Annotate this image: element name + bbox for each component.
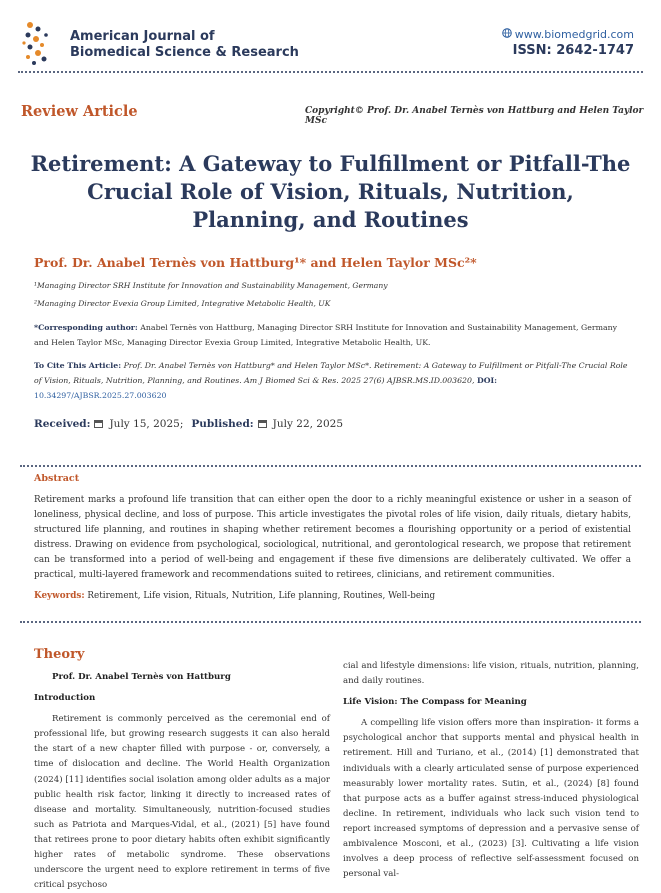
right-column	[343, 659, 639, 882]
intro-paragraph: Retirement is commonly perceived as the ceremonial end of professional life, but growing research suggests it can also herald the start of a new chapter filled with purpose - or, conversely, a time of dislocation and decline. The World Health Organization (2024) [11] identifies social isolation among older adults as a major public health risk factor, linking it directly to increased rates of disease and mortality. Simultaneously, nutrition-focused studies such as Patriota and Marques-Vidal, et al., (2021) [5] have found that retirees prone to poor dietary habits often exhibit significantly higher rates of metabolic syndrome. These observations underscore the urgent need to explore retirement in terms of five critical psychoso	[34, 714, 330, 891]
keywords-label: Keywords:	[34, 591, 85, 601]
section-author: Prof. Dr. Anabel Ternès von Hattburg	[52, 672, 231, 682]
calendar-icon	[94, 420, 103, 428]
vision-heading: Life Vision: The Compass for Meaning	[343, 697, 527, 708]
copyright: Copyright© Prof. Dr. Anabel Ternès von Hattburg and Helen Taylor MSc	[305, 106, 644, 126]
received-date: July 15, 2025;	[109, 418, 184, 430]
vision-paragraph: A compelling life vision offers more than inspiration- it forms a psychological anchor that supports mental and physical health in retirement. Hill and Turiano, et al., (2014) [1] demonstrated that individuals with a clearly articulated sense of purpose experienced measurably lower mortality rates. Sutin, et al., (2024) [8] found that purpose acts as a buffer against stress-induced physiological decline. In retirement, individuals who lack such vision tend to report increased symptoms of depression and a pervasive sense of ambivalence Mosconi, et al., (2023) [3]. Cultivating a life vision involves a deep process of reflective self-assessment focused on personal val-	[343, 718, 639, 880]
journal-name-line2: Biomedical Science & Research	[70, 45, 299, 60]
abstract-heading: Abstract	[34, 473, 80, 484]
corresponding-author	[34, 320, 630, 350]
cite-label: To Cite This Article:	[34, 361, 122, 370]
received-label: Received:	[34, 418, 91, 430]
doi-label: DOI:	[476, 376, 498, 385]
article-title: Retirement: A Gateway to Fulfillment or Pitfall-The Crucial Role of Vision, Rituals, Nutrition, Planning, and Routines	[30, 151, 631, 232]
affiliation-2: ²Managing Director Evexia Group Limited, Integrative Metabolic Health, UK	[34, 299, 331, 308]
corresponding-label: *Corresponding author:	[34, 323, 138, 332]
issn: ISSN: 2642-1747	[512, 43, 634, 58]
citation	[34, 358, 630, 403]
dates	[34, 418, 343, 430]
continued-paragraph: cial and lifestyle dimensions: life vision, rituals, nutrition, planning, and daily routines.	[343, 661, 639, 687]
journal-name-line1: American Journal of	[70, 29, 215, 44]
article-type: Review Article	[21, 103, 138, 120]
section-heading: Theory	[34, 647, 85, 662]
website-link[interactable]	[502, 28, 634, 41]
affiliation-1: ¹Managing Director SRH Institute for Innovation and Sustainability Management, Germany	[34, 281, 388, 290]
globe-icon	[502, 28, 512, 41]
calendar-icon	[258, 420, 267, 428]
intro-heading: Introduction	[34, 693, 96, 704]
cite-text: Prof. Dr. Anabel Ternès von Hattburg* and Helen Taylor MSc*. Retirement: A Gateway to Fulfillment or Pitfall-The Crucial Role of Vision, Rituals, Nutrition, Planning, and Routines. Am J Biomed Sci & Res. 2025 27(6) AJBSR.MS.ID.003620,	[34, 361, 628, 385]
authors: Prof. Dr. Anabel Ternès von Hattburg¹* and Helen Taylor MSc²*	[34, 255, 477, 270]
journal-logo-icon	[20, 17, 62, 67]
doi-link[interactable]: 10.34297/AJBSR.2025.27.003620	[34, 391, 167, 400]
published-label: Published:	[191, 418, 254, 430]
website-text: www.biomedgrid.com	[514, 28, 634, 41]
published-date: July 22, 2025	[272, 418, 344, 430]
journal-name	[70, 29, 299, 61]
abstract-text: Retirement marks a profound life transition that can either open the door to a richly meaningful existence or usher in a season of loneliness, physical decline, and loss of purpose. This article investigates the pivotal roles of life vision, daily rituals, dietary habits, structured life planning, and routines in shaping whether retirement becomes a flourishing opportunity or a period of existential distress. Drawing on evidence from psychological, sociological, nutritional, and gerontological research, we propose that retirement can be transformed into a period of well-being and engagement if these five dimensions are deliberately cultivated. We offer a practical, multi-layered framework and recommendations suited to retirees, clinicians, and retirement communities.	[34, 495, 631, 580]
keywords	[34, 591, 435, 601]
corresponding-text: Anabel Ternès von Hattburg, Managing Director SRH Institute for Innovation and Sustainability Management, Germany and Helen Taylor MSc, Managing Director Evexia Group Limited, Integrative Metabolic Health, UK.	[34, 323, 618, 347]
keywords-text: Retirement, Life vision, Rituals, Nutrition, Life planning, Routines, Well-being	[87, 591, 436, 601]
left-column	[34, 670, 330, 893]
header-divider	[18, 71, 643, 73]
